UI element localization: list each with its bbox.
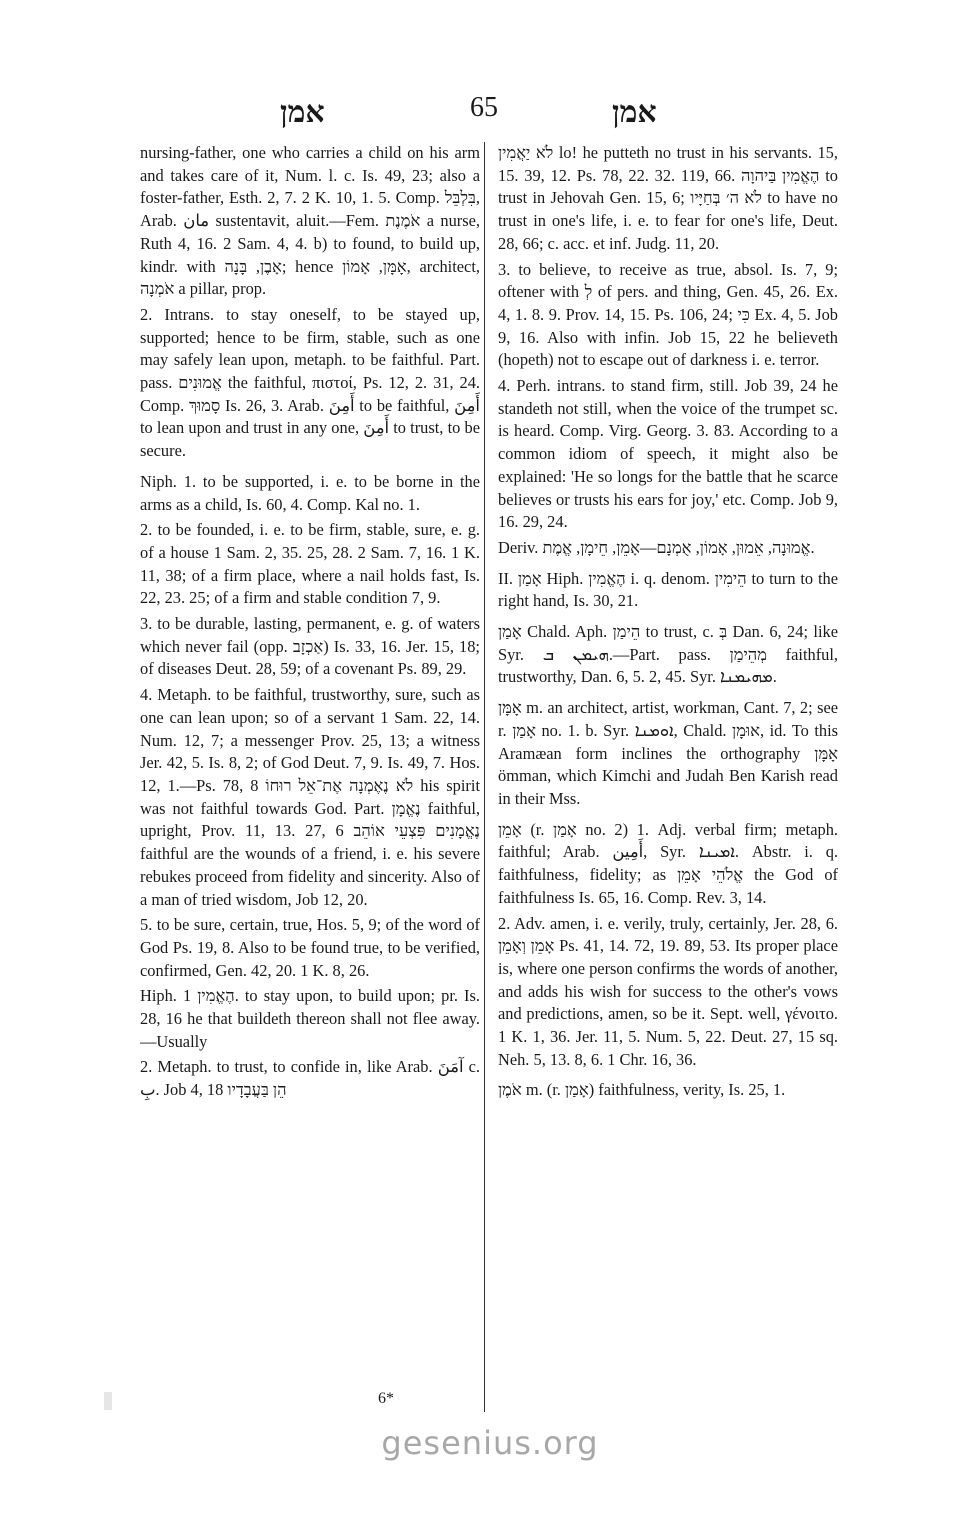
entry-paragraph: אָמָּן m. an architect, artist, workman, Cant. 7, 2; see r. אָמַן no. 1. b. Syr. ܐܘܡܢܐ, Chald. אוּמָן, id. To this Aramæan form inclines the orthography אָמָּן ömman, which Kimchi and Judah Ben Karish read in their Mss. (498, 698, 838, 808)
scan-mark (104, 1392, 112, 1410)
running-headword-left: אמן (280, 96, 325, 129)
page-number: 65 (470, 92, 498, 123)
entry-paragraph: 2. to be founded, i. e. to be firm, stable, sure, e. g. of a house 1 Sam. 2, 35. 25, 28. 2 Sam. 7, 16. 1 K. 11, 38; of a firm place, where a nail holds fast, Is. 22, 23. 25; of a firm and stable condition 7, 9. (140, 520, 480, 608)
entry-paragraph: Deriv. אֱמוּנָה, אֵמוּן, אָמוֹן, אֻמְנָם—אָמֵן, חֵימָן, אֱמֶת. (498, 537, 815, 557)
entry-paragraph: אֹמֶן m. (r. אָמַן) faithfulness, verity, Is. 25, 1. (498, 1080, 786, 1100)
entry-paragraph: 2. Metaph. to trust, to confide in, like Arab. آمَنَ c. بِ. Job 4, 18 הֵן בַּעֲבָדָיו (140, 1057, 480, 1100)
entry-paragraph: 5. to be sure, certain, true, Hos. 5, 9; of the word of God Ps. 19, 8. Also to be found true, to be verified, confirmed, Gen. 42, 20. 1 K. 8, 26. (140, 915, 480, 980)
entry-paragraph: 2. Intrans. to stay oneself, to be stayed up, supported; hence to be firm, stable, such as one may safely lean upon, metaph. to be faithful. Part. pass. אֱמוּנִים the faithful, πιστοί, Ps. 12, 2. 31, 24. Comp. סָמוּךְ Is. 26, 3. Arab. أَمِنَ to be faithful, أَمِنَ to lean upon and trust in any one, أَمِنَ to trust, to be secure. (140, 304, 480, 461)
entry-paragraph: לֹא יַאֲמִין lo! he putteth no trust in his servants. 15, 15. 39, 12. Ps. 78, 22. 32. 119, 66. הֶאֱמִין בַּיהוָה to trust in Jehovah Gen. 15, 6; לֹא ה׳ בְּחַיָּיו to have no trust in one's life, i. e. to fear for one's life, Deut. 28, 66; c. acc. et inf. Judg. 11, 20. (498, 143, 838, 253)
running-headword-right: אמן (612, 96, 657, 129)
site-watermark: gesenius.org (381, 1424, 599, 1462)
column-divider (484, 142, 485, 1412)
entry-paragraph: 4. Perh. intrans. to stand firm, still. Job 39, 24 he standeth not still, when the voice of the trumpet sc. is heard. Comp. Virg. Georg. 3. 83. According to a common idiom of speech, it might also be explained: 'He so longs for the battle that he scarce believes or trusts his ears for joy,' etc. Comp. Job 9, 16. 29, 24. (498, 376, 838, 532)
signature-mark: 6* (378, 1390, 394, 1407)
entry-paragraph: II. אָמַן Hiph. הֶאֱמִין i. q. denom. הֵימִין to turn to the right hand, Is. 30, 21. (498, 568, 838, 611)
entry-paragraph: אָמֵן (r. אָמַן no. 2) 1. Adj. verbal firm; metaph. faithful; Arab. أَمِين, Syr. ܐܡܝܢܐ. Abstr. i. q. faithfulness, fidelity; as אֱלֹהֵי אָמֵן the God of faithfulness Is. 65, 16. Comp. Rev. 3, 14. (498, 819, 838, 907)
entry-paragraph: 2. Adv. amen, i. e. verily, truly, certainly, Jer. 28, 6. אָמֵן וְאָמֵן Ps. 41, 14. 72, 19. 89, 53. Its proper place is, where one person confirms the words of another, and adds his wish for success to the other's vows and predictions, amen, so be it. Sept. well, γένοιτο. 1 K. 1, 36. Jer. 11, 5. Num. 5, 22. Deut. 27, 15 sq. Neh. 5, 13. 8, 6. 1 Chr. 16, 36. (498, 913, 838, 1069)
entry-paragraph: אָמַן Chald. Aph. הֵימַן to trust, c. בְּ Dan. 6, 24; like Syr. ܗܝܡܢ ܒ.—Part. pass. מְהֵימַן faithful, trustworthy, Dan. 6, 5. 2, 45. Syr. ܡܗܝܡܢܐ. (498, 622, 838, 687)
entry-paragraph: Niph. 1. to be supported, i. e. to be borne in the arms as a child, Is. 60, 4. Comp. Kal no. 1. (140, 471, 480, 514)
entry-paragraph: 4. Metaph. to be faithful, trustworthy, sure, such as one can lean upon; so of a servant 1 Sam. 22, 14. Num. 12, 7; a messenger Prov. 25, 13; a witness Jer. 42, 5. Is. 8, 2; of God Deut. 7, 9. Is. 49, 7. Hos. 12, 1.—Ps. 78, 8 לֹא נֶאֶמְנָה אֶת־אֵל רוּחוֹ his spirit was not faithful towards God. Part. נֶאֱמָן faithful, upright, Prov. 11, 13. 27, 6 נֶאֱמָנִים פִּצְעֵי אוֹהֵב faithful are the wounds of a friend, i. e. his severe rebukes proceed from fidelity and sincerity. Also of a man of tried wisdom, Job 12, 20. (140, 685, 480, 909)
right-column (498, 142, 838, 1387)
entry-paragraph: nursing-father, one who carries a child on his arm and takes care of it, Num. l. c. Is. 49, 23; also a foster-father, Esth. 2, 7. 2 K. 10, 1. 5. Comp. בִּלְבֵּל, Arab. مان sustentavit, aluit.—Fem. אֹמֶנֶת a nurse, Ruth 4, 16. 2 Sam. 4, 4. b) to found, to build up, kindr. with אָבֶן, בָּנָה; hence אָמָּן, אָמוֹן, architect, אֹמְנָה a pillar, prop. (140, 143, 480, 299)
page-header (0, 92, 980, 142)
left-column (140, 142, 480, 1387)
entry-paragraph: 3. to be durable, lasting, permanent, e. g. of waters which never fail (opp. אַכְזָב) Is. 33, 16. Jer. 15, 18; of diseases Deut. 28, 59; of a covenant Ps. 89, 29. (140, 614, 480, 679)
entry-paragraph: 3. to believe, to receive as true, absol. Is. 7, 9; oftener with לְ of pers. and thing, Gen. 45, 26. Ex. 4, 1. 8. 9. Prov. 14, 15. Ps. 106, 24; כִּי Ex. 4, 5. Job 9, 16. Also with infin. Job 15, 22 he believeth (hopeth) not to escape out of darkness i. e. terror. (498, 259, 838, 370)
entry-paragraph: Hiph. הֶאֱמִין 1. to stay upon, to build upon; pr. Is. 28, 16 he that buildeth thereon shall not flee away.—Usually (140, 986, 480, 1051)
